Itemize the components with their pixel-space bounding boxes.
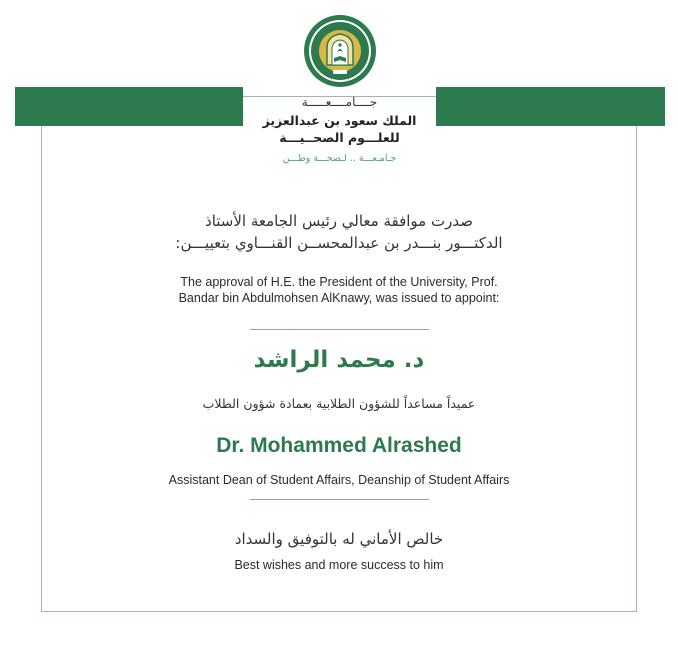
intro-arabic: [120, 210, 558, 254]
intro-arabic-line-2: الدكتـــور بنـــدر بن عبدالمحســن القنـــاوي بتعييـــن:: [175, 234, 503, 252]
header-band-left: [15, 87, 243, 126]
intro-english-line-2: Bandar bin Abdulmohsen AlKnawy, was issued to appoint:: [178, 291, 500, 305]
appointee-name-arabic: د. محمد الراشد: [253, 347, 425, 373]
wishes-english: Best wishes and more success to him: [234, 558, 444, 572]
wishes-arabic: خالص الأماني له بالتوفيق والسداد: [234, 530, 444, 548]
divider-bottom: [250, 499, 429, 500]
wordmark-line-1: جــــامــــعـــــة: [301, 95, 378, 109]
appointee-name-english: Dr. Mohammed Alrashed: [216, 434, 462, 457]
university-tagline: جـامـعـــة .. لـصحـــة وطـــن: [282, 153, 397, 164]
intro-english-line-1: The approval of H.E. the President of the University, Prof.: [180, 275, 498, 289]
wordmark-line-3: للعلـــوم الصحــيـــة: [279, 130, 400, 145]
intro-arabic-line-1: صدرت موافقة معالي رئيس الجامعة الأستاذ: [205, 212, 473, 230]
wordmark-line-2: الملك سعود بن عبدالعزيز: [262, 113, 417, 128]
divider-top: [250, 329, 429, 330]
appointee-title-english: Assistant Dean of Student Affairs, Deanship of Student Affairs: [168, 473, 510, 487]
header-band-right: [436, 87, 665, 126]
intro-english: [120, 274, 558, 306]
university-wordmark: [243, 92, 436, 164]
appointee-title-arabic: عميداً مساعداً للشؤون الطلابية بعمادة شؤون الطلاب: [202, 396, 476, 411]
ksau-hs-seal-icon: [303, 14, 377, 88]
